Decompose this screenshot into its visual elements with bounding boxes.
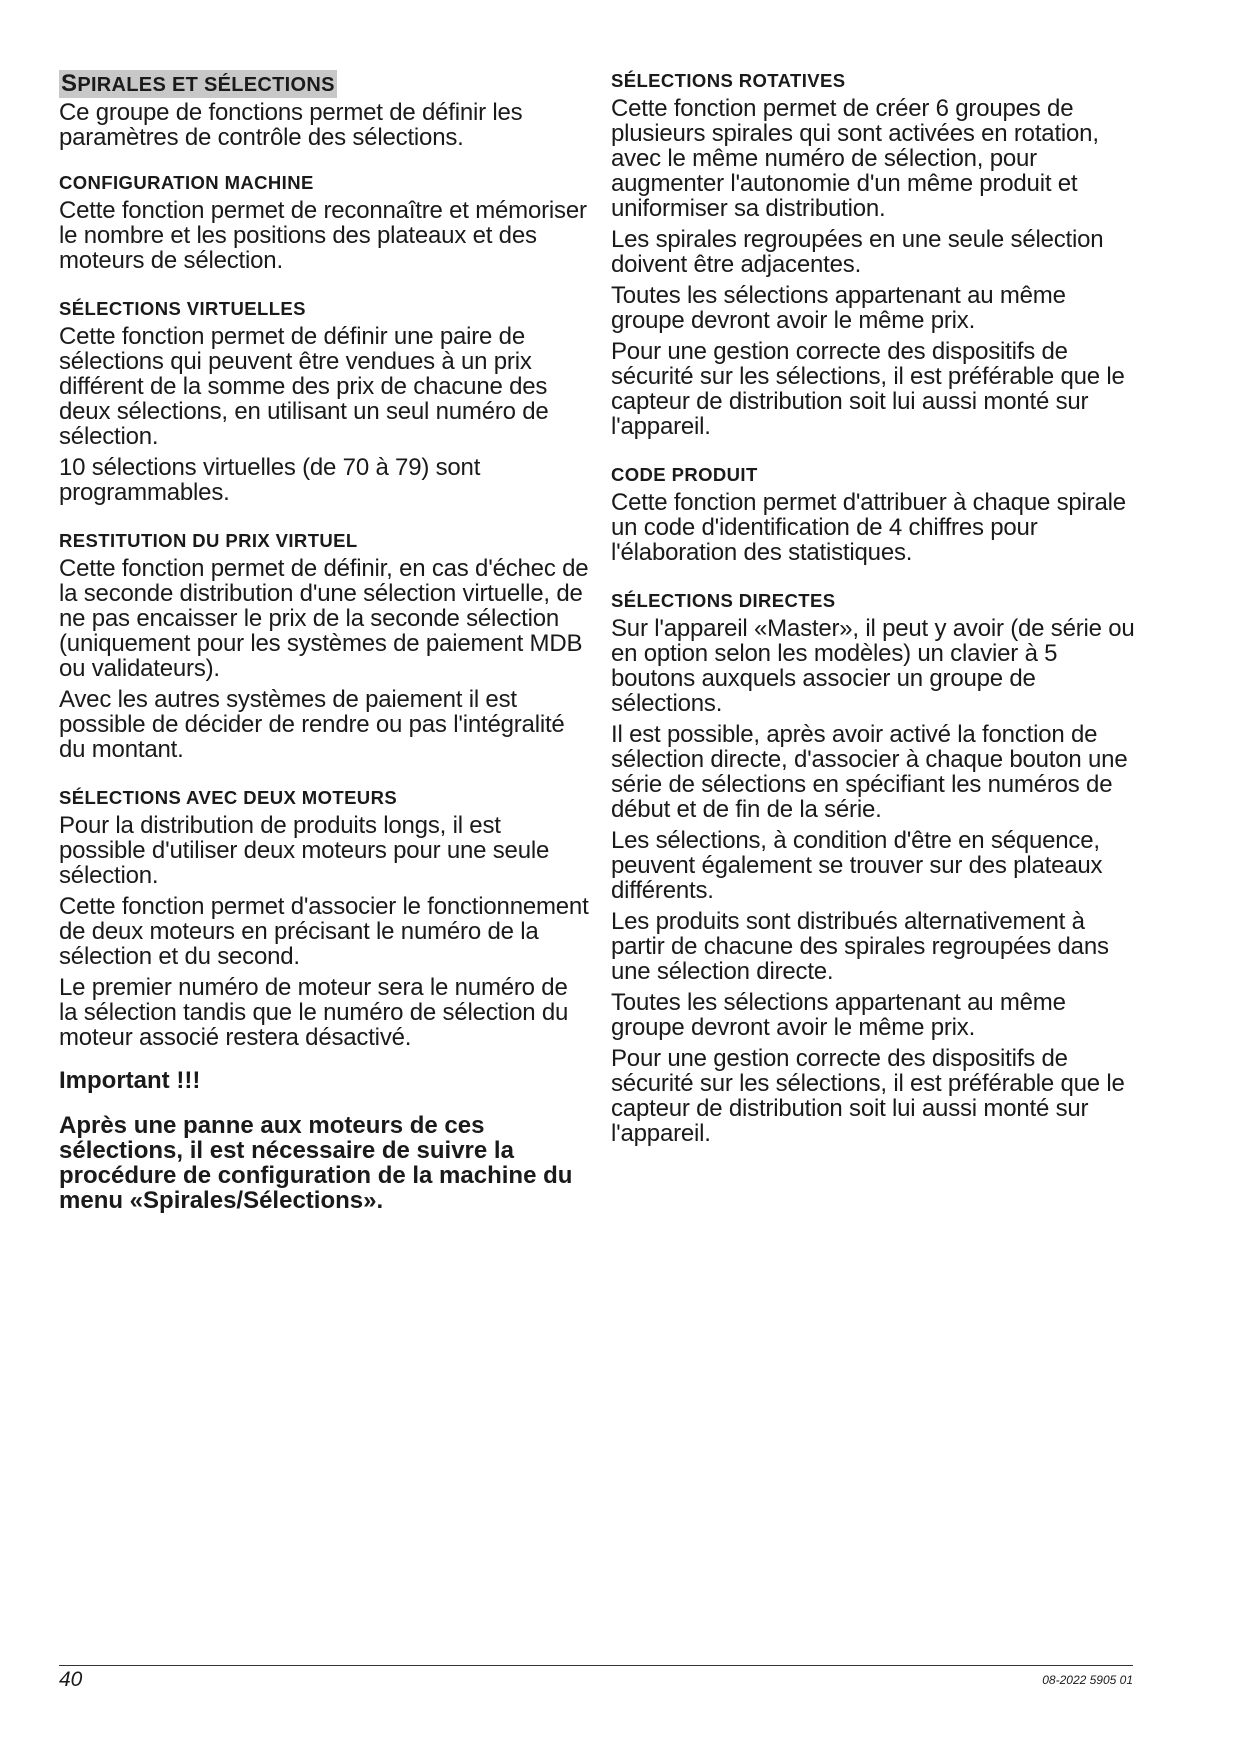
section-title-rest: PIRALES ET SÉLECTIONS [77, 74, 335, 96]
paragraph: Avec les autres systèmes de paiement il est possible de décider de rendre ou pas l'intégralité du montant. [59, 686, 565, 763]
paragraph: Cette fonction permet de définir, en cas d'échec de la seconde distribution d'une sélection virtuelle, de ne pas encaisser le prix de la seconde sélection (uniquement pour les systèmes de paiement MDB ou validateurs). [59, 555, 589, 682]
paragraph: Cette fonction permet de reconnaître et mémoriser le nombre et les positions des plateaux et des moteurs de sélection. [59, 197, 587, 274]
directes-block [611, 590, 1141, 1146]
selections-virtuelles-block [59, 298, 589, 505]
paragraph: Pour une gestion correcte des dispositifs de sécurité sur les sélections, il est préférable que le capteur de distribution soit lui aussi monté sur l'appareil. [611, 1045, 1125, 1147]
page-number: 40 [59, 1668, 83, 1691]
directes-heading: SÉLECTIONS DIRECTES [611, 590, 836, 611]
code-produit-heading: CODE PRODUIT [611, 464, 758, 485]
paragraph: Il est possible, après avoir activé la fonction de sélection directe, d'associer à chaque bouton une série de sélections en spécifiant les numéros de début et de fin de la série. [611, 721, 1128, 823]
intro-paragraph: Ce groupe de fonctions permet de définir les paramètres de contrôle des sélections. [59, 99, 523, 151]
paragraph: Les spirales regroupées en une seule sélection doivent être adjacentes. [611, 226, 1104, 278]
important-text: Après une panne aux moteurs de ces sélections, il est nécessaire de suivre la procédure de configuration de la machine du menu «Spirales/Sélections». [59, 1112, 573, 1214]
restitution-block [59, 530, 589, 762]
config-machine-heading: CONFIGURATION MACHINE [59, 172, 314, 193]
paragraph: Les sélections, à condition d'être en séquence, peuvent également se trouver sur des plateaux différents. [611, 827, 1103, 904]
paragraph: Le premier numéro de moteur sera le numéro de la sélection tandis que le numéro de sélection du moteur associé restera désactivé. [59, 974, 569, 1051]
selections-virtuelles-heading: SÉLECTIONS VIRTUELLES [59, 298, 306, 319]
paragraph: Toutes les sélections appartenant au même groupe devront avoir le même prix. [611, 989, 1066, 1041]
section-title-initial: S [61, 70, 78, 97]
paragraph: Pour une gestion correcte des dispositifs de sécurité sur les sélections, il est préférable que le capteur de distribution soit lui aussi monté sur l'appareil. [611, 338, 1125, 440]
paragraph: Cette fonction permet d'associer le fonctionnement de deux moteurs en précisant le numéro de la sélection et du second. [59, 893, 589, 970]
deux-moteurs-block [59, 787, 589, 1050]
paragraph: 10 sélections virtuelles (de 70 à 79) sont programmables. [59, 454, 481, 506]
document-code: 08-2022 5905 01 [1042, 1673, 1133, 1687]
code-produit-block [611, 464, 1141, 565]
section-spirales [59, 70, 589, 150]
paragraph: Pour la distribution de produits longs, il est possible d'utiliser deux moteurs pour une seule sélection. [59, 812, 550, 889]
important-title: Important !!! [59, 1067, 201, 1094]
section-title [59, 70, 337, 98]
paragraph: Cette fonction permet de créer 6 groupes de plusieurs spirales qui sont activées en rotation, avec le même numéro de sélection, pour augmenter l'autonomie d'un même produit et uniformiser sa distribution. [611, 95, 1099, 222]
paragraph: Les produits sont distribués alternativement à partir de chacune des spirales regroupées dans une sélection directe. [611, 908, 1109, 985]
right-column [611, 70, 1141, 1171]
left-column [59, 70, 589, 1213]
footer-divider [59, 1665, 1133, 1666]
rotatives-heading: SÉLECTIONS ROTATIVES [611, 70, 846, 91]
rotatives-block [611, 70, 1141, 439]
restitution-heading: RESTITUTION DU PRIX VIRTUEL [59, 530, 358, 551]
paragraph: Sur l'appareil «Master», il peut y avoir (de série ou en option selon les modèles) un clavier à 5 boutons auxquels associer un groupe de sélections. [611, 615, 1135, 717]
important-block [59, 1068, 589, 1213]
paragraph: Cette fonction permet d'attribuer à chaque spirale un code d'identification de 4 chiffres pour l'élaboration des statistiques. [611, 489, 1126, 566]
paragraph: Toutes les sélections appartenant au même groupe devront avoir le même prix. [611, 282, 1066, 334]
paragraph: Cette fonction permet de définir une paire de sélections qui peuvent être vendues à un prix différent de la somme des prix de chacune des deux sélections, en utilisant un seul numéro de sélection. [59, 323, 549, 450]
config-machine-block [59, 172, 589, 273]
deux-moteurs-heading: SÉLECTIONS AVEC DEUX MOTEURS [59, 787, 398, 808]
